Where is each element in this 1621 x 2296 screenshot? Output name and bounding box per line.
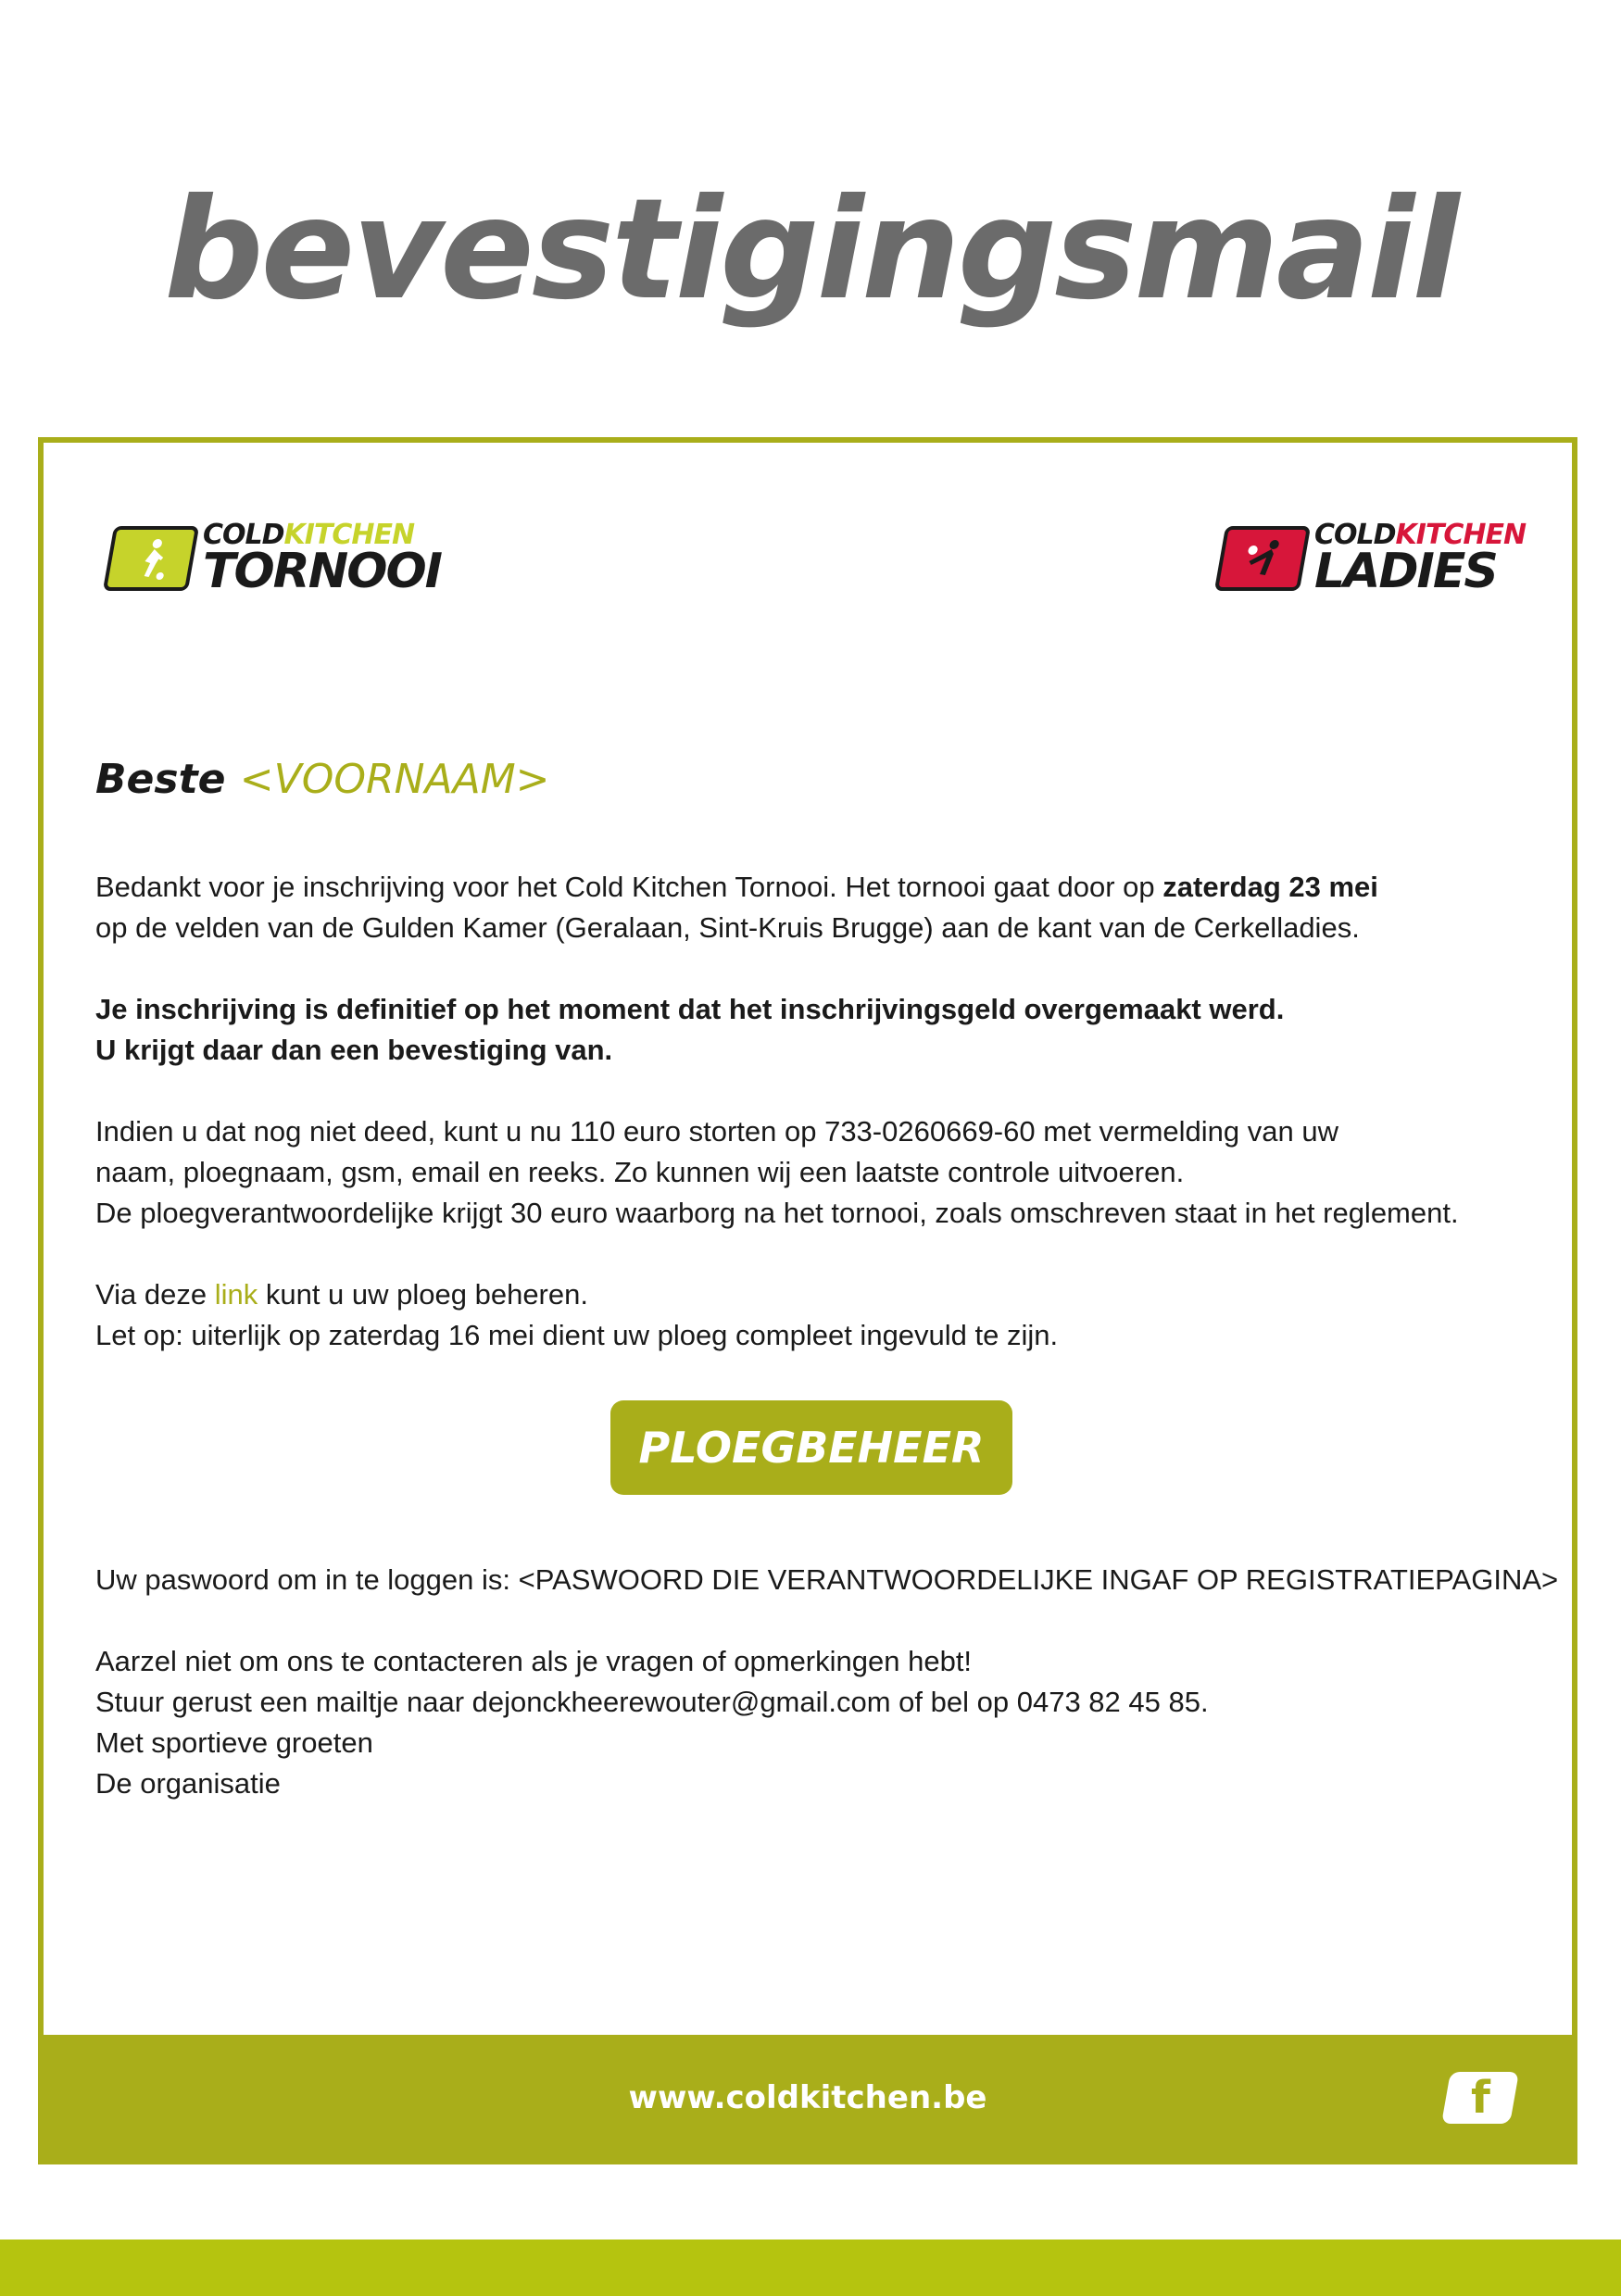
paragraph-password xyxy=(95,1560,1558,1600)
signoff-line2: De organisatie xyxy=(95,1767,281,1800)
greeting-prefix: Beste xyxy=(95,756,226,803)
logo-tornooi xyxy=(108,519,441,599)
password-text: Uw paswoord om in te loggen is: <PASWOORD DIE VERANTWOORDELIJKE INGAF OP REGISTRATIEPAGINA> xyxy=(95,1563,1559,1596)
bottom-band xyxy=(0,2240,1621,2296)
paragraph-manage xyxy=(95,1274,1058,1356)
logo-ladies-cold: COLD xyxy=(1314,519,1396,551)
logo-ladies xyxy=(1220,519,1527,599)
payment-line3: De ploegverantwoordelijke krijgt 30 euro waarborg na het tornooi, zoals omschreven staat in het reglement. xyxy=(95,1197,1459,1229)
logo-ladies-word: LADIES xyxy=(1314,544,1497,599)
paragraph-payment xyxy=(95,1111,1459,1234)
manage-text-b: kunt u uw ploeg beheren. xyxy=(258,1278,588,1311)
goalkeeper-icon xyxy=(1214,526,1311,591)
thanks-location: op de velden van de Gulden Kamer (Geralaan, Sint-Kruis Brugge) aan de kant van de Cerkelladies. xyxy=(95,911,1360,944)
paragraph-definitive xyxy=(95,989,1284,1071)
payment-line1: Indien u dat nog niet deed, kunt u nu 110 euro storten op 733-0260669-60 met vermelding van uw xyxy=(95,1115,1338,1148)
logo-tornooi-cold: COLD xyxy=(203,519,284,551)
thanks-text: Bedankt voor je inschrijving voor het Cold Kitchen Tornooi. Het tornooi gaat door op xyxy=(95,871,1163,903)
logo-ladies-text xyxy=(1314,519,1527,599)
manage-text-a: Via deze xyxy=(95,1278,215,1311)
greeting xyxy=(95,756,550,803)
definitive-line2: U krijgt daar dan een bevestiging van. xyxy=(95,1034,613,1066)
logo-tornooi-kitchen: KITCHEN xyxy=(283,519,415,551)
email-card xyxy=(38,437,1577,2035)
manage-deadline: Let op: uiterlijk op zaterdag 16 mei dient uw ploeg compleet ingevuld te zijn. xyxy=(95,1319,1059,1351)
tournament-date: zaterdag 23 mei xyxy=(1162,871,1378,903)
soccer-player-icon xyxy=(103,526,199,591)
payment-line2: naam, ploegnaam, gsm, email en reeks. Zo kunnen wij een laatste controle uitvoeren. xyxy=(95,1156,1185,1188)
facebook-icon[interactable] xyxy=(1441,2072,1519,2124)
ploegbeheer-button[interactable]: PLOEGBEHEER xyxy=(610,1400,1012,1495)
logo-tornooi-word: TORNOOI xyxy=(203,544,441,599)
page-title: bevestigingsmail xyxy=(164,169,1457,331)
paragraph-signoff xyxy=(95,1723,373,1804)
paragraph-contact xyxy=(95,1641,1209,1723)
contact-line2: Stuur gerust een mailtje naar dejonckheerewouter@gmail.com of bel op 0473 82 45 85. xyxy=(95,1686,1209,1718)
footer-website-link[interactable]: www.coldkitchen.be xyxy=(628,2079,987,2116)
greeting-name: <VOORNAAM> xyxy=(239,756,550,803)
logo-ladies-kitchen: KITCHEN xyxy=(1395,519,1527,551)
definitive-line1: Je inschrijving is definitief op het moment dat het inschrijvingsgeld overgemaakt werd. xyxy=(95,993,1285,1025)
paragraph-thanks xyxy=(95,867,1378,948)
signoff-line1: Met sportieve groeten xyxy=(95,1726,373,1759)
contact-line1: Aarzel niet om ons te contacteren als je vragen of opmerkingen hebt! xyxy=(95,1645,973,1677)
manage-link[interactable]: link xyxy=(214,1278,258,1311)
footer-bar xyxy=(38,2035,1577,2164)
facebook-glyph: f xyxy=(1470,2072,1490,2124)
logo-tornooi-text xyxy=(203,519,441,599)
